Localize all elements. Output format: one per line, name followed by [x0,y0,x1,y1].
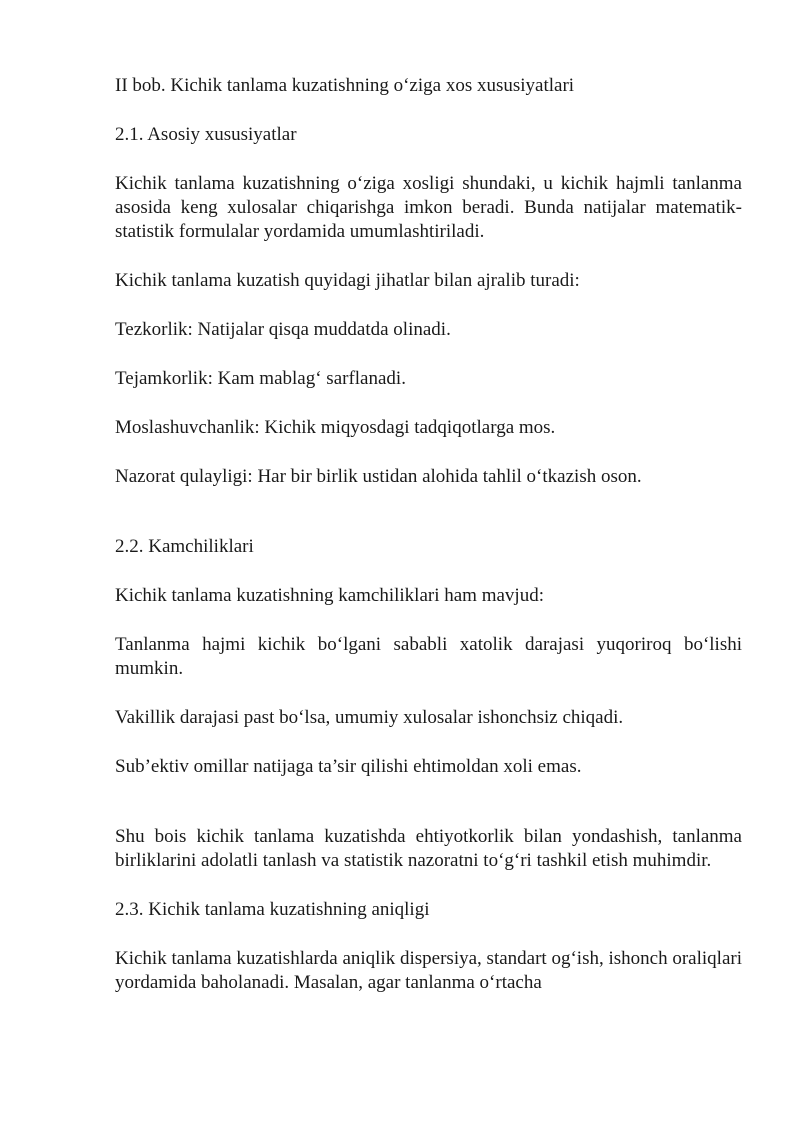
list-item: Tejamkorlik: Kam mablag‘ sarflanadi. [115,368,406,389]
chapter-title: II bob. Kichik tanlama kuzatishning o‘ziga xos xususiyatlari [115,75,575,96]
list-item: Moslashuvchanlik: Kichik miqyosdagi tadqiqotlarga mos. [115,417,556,438]
paragraph: Kichik tanlama kuzatish quyidagi jihatlar bilan ajralib turadi: [115,270,580,291]
document-page [115,74,742,995]
list-item: Nazorat qulayligi: Har bir birlik ustidan alohida tahlil o‘tkazish oson. [115,466,642,487]
section-heading: 2.3. Kichik tanlama kuzatishning aniqligi [115,899,430,920]
section-heading: 2.1. Asosiy xususiyatlar [115,124,297,145]
list-item: Sub’ektiv omillar natijaga ta’sir qilishi ehtimoldan xoli emas. [115,756,582,777]
paragraph: Kichik tanlama kuzatishlarda aniqlik dispersiya, standart og‘ish, ishonch oraliqlari yordamida baholanadi. Masalan, agar tanlanma o‘rtacha [115,948,742,993]
list-item: Vakillik darajasi past bo‘lsa, umumiy xulosalar ishonchsiz chiqadi. [115,707,624,728]
paragraph: Kichik tanlama kuzatishning o‘ziga xosligi shundaki, u kichik hajmli tanlanma asosida keng xulosalar chiqarishga imkon beradi. Bunda natijalar matematik-statistik formulalar yordamida umumlashtiriladi. [115,173,742,242]
list-item: Tanlanma hajmi kichik bo‘lgani sababli xatolik darajasi yuqoriroq bo‘lishi mumkin. [115,634,742,679]
list-item: Tezkorlik: Natijalar qisqa muddatda olinadi. [115,319,451,340]
paragraph: Shu bois kichik tanlama kuzatishda ehtiyotkorlik bilan yondashish, tanlanma birliklarini adolatli tanlash va statistik nazoratni to‘g‘ri tashkil etish muhimdir. [115,826,742,871]
section-heading: 2.2. Kamchiliklari [115,536,254,557]
paragraph: Kichik tanlama kuzatishning kamchiliklari ham mavjud: [115,585,544,606]
